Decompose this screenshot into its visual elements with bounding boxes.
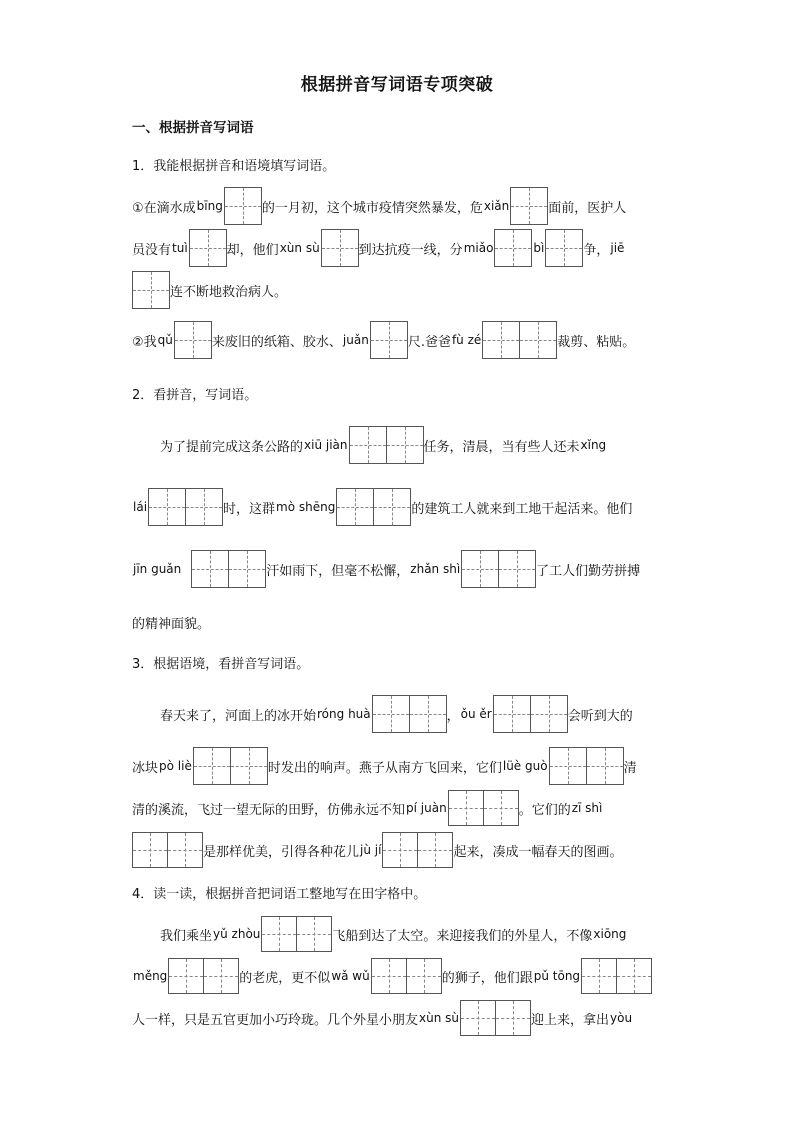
pinyin: zhǎn shì (410, 562, 461, 576)
q3-label: 3．根据语境，看拼音写词语。 (132, 656, 310, 672)
pinyin: zī shì (571, 801, 603, 815)
writing-grid[interactable] (494, 229, 532, 267)
writing-grid[interactable] (193, 747, 268, 785)
writing-grid[interactable] (371, 958, 442, 994)
writing-grid[interactable] (174, 321, 212, 359)
pinyin: jīn guǎn (133, 562, 182, 576)
writing-grid[interactable] (448, 790, 519, 826)
pinyin: lüè guò (502, 759, 548, 773)
pinyin: xiū jiàn (304, 438, 348, 452)
pinyin: yòu (610, 1011, 633, 1025)
writing-grid[interactable] (493, 695, 568, 733)
q1-label: 1．我能根据拼音和语境填写词语。 (132, 158, 336, 174)
pinyin: bīng (196, 199, 223, 213)
writing-grid[interactable] (191, 550, 266, 588)
pinyin: pí juàn (406, 801, 447, 815)
q2-line2: lái 时，这群 mò shēng 的建筑工人就来到工地干起活来。他们 (132, 487, 632, 527)
writing-grid[interactable] (482, 321, 557, 359)
q2-line3: jīn guǎn 汗如雨下，但毫不松懈， zhǎn shì 了工人们勤劳拼搏 (132, 549, 640, 589)
writing-grid[interactable] (349, 426, 424, 464)
pinyin: xùn sù (279, 241, 320, 255)
pinyin: pǔ tōng (533, 969, 581, 983)
q4-label: 4．读一读，根据拼音把词语工整地写在田字格中。 (132, 886, 427, 902)
pinyin: ǒu ěr (460, 707, 492, 721)
writing-grid[interactable] (224, 187, 262, 225)
writing-grid[interactable] (545, 229, 583, 267)
pinyin: měng (133, 969, 168, 983)
pinyin: tuì (172, 241, 188, 255)
pinyin: fù zé (451, 333, 482, 347)
pinyin: lái (133, 500, 148, 514)
writing-grid[interactable] (581, 958, 652, 994)
writing-grid[interactable] (321, 229, 359, 267)
section-heading: 一、根据拼音写词语 (132, 120, 254, 136)
writing-grid[interactable] (372, 695, 447, 733)
q3-line2: 冰块 pò liè 时发出的响声。燕子从南方飞回来，它们 lüè guò 清 (132, 746, 637, 786)
pinyin: jù jí (360, 843, 382, 857)
writing-grid[interactable] (132, 832, 203, 868)
pinyin: xǐng (580, 438, 607, 452)
pinyin: bì (533, 241, 545, 255)
pinyin: yǔ zhòu (213, 927, 261, 941)
q1-line1: ①在滴水成 bīng 的一月初，这个城市疫情突然暴发，危 xiǎn 面前，医护人 (132, 186, 626, 226)
q4-line1: 我们乘坐 yǔ zhòu 飞船到达了太空。来迎接我们的外星人，不像 xiōng (160, 914, 627, 954)
q1-line4: ②我 qǔ 来废旧的纸箱、胶水、 juǎn 尺.爸爸 fù zé 裁剪、粘贴。 (132, 320, 635, 360)
pinyin: jiē (610, 241, 625, 255)
q2-line4: 的精神面貌。 (132, 616, 211, 632)
writing-grid[interactable] (336, 488, 411, 526)
pinyin: juǎn (342, 333, 369, 347)
pinyin: mò shēng (276, 500, 336, 514)
writing-grid[interactable] (261, 916, 332, 952)
pinyin: xùn sù (419, 1011, 459, 1025)
writing-grid[interactable] (461, 550, 536, 588)
q2-label: 2．看拼音，写词语。 (132, 387, 258, 403)
pinyin: xiǎn (483, 199, 510, 213)
pinyin: xiōng (593, 927, 627, 941)
q3-line4: 是那样优美，引得各种花儿 jù jí 起来，凑成一幅春天的图画。 (132, 830, 622, 870)
pinyin: pò liè (159, 759, 192, 773)
page-title: 根据拼音写词语专项突破 (300, 75, 494, 95)
pinyin: wǎ wǔ (331, 969, 370, 983)
writing-grid[interactable] (132, 271, 170, 309)
q4-line2: měng 的老虎，更不似 wǎ wǔ 的狮子，他们跟 pǔ tōng (132, 956, 652, 996)
writing-grid[interactable] (189, 229, 227, 267)
writing-grid[interactable] (148, 488, 223, 526)
q4-line3: 人一样，只是五官更加小巧玲珑。几个外星小朋友 xùn sù 迎上来，拿出 yòu (132, 998, 633, 1038)
writing-grid[interactable] (168, 958, 239, 994)
q1-line3: 连不断地救治病人。 (132, 270, 287, 310)
q1-line2: 员没有 tuì 却，他们 xùn sù 到达抗疫一线，分 miǎo bì 争， jiē (132, 228, 625, 268)
pinyin: róng huà (317, 707, 371, 721)
q3-line3: 清的溪流，飞过一望无际的田野，仿佛永远不知 pí juàn 。它们的 zī shì (132, 788, 603, 828)
pinyin: miǎo (463, 241, 494, 255)
q3-line1: 春天来了，河面上的冰开始 róng huà ， ǒu ěr 会听到大的 (160, 694, 633, 734)
writing-grid[interactable] (549, 747, 624, 785)
writing-grid[interactable] (382, 832, 453, 868)
pinyin: qǔ (157, 333, 173, 347)
writing-grid[interactable] (370, 321, 408, 359)
writing-grid[interactable] (510, 187, 548, 225)
q2-line1: 为了提前完成这条公路的 xiū jiàn 任务，清晨，当有些人还未 xǐng (160, 425, 607, 465)
writing-grid[interactable] (460, 1000, 531, 1036)
